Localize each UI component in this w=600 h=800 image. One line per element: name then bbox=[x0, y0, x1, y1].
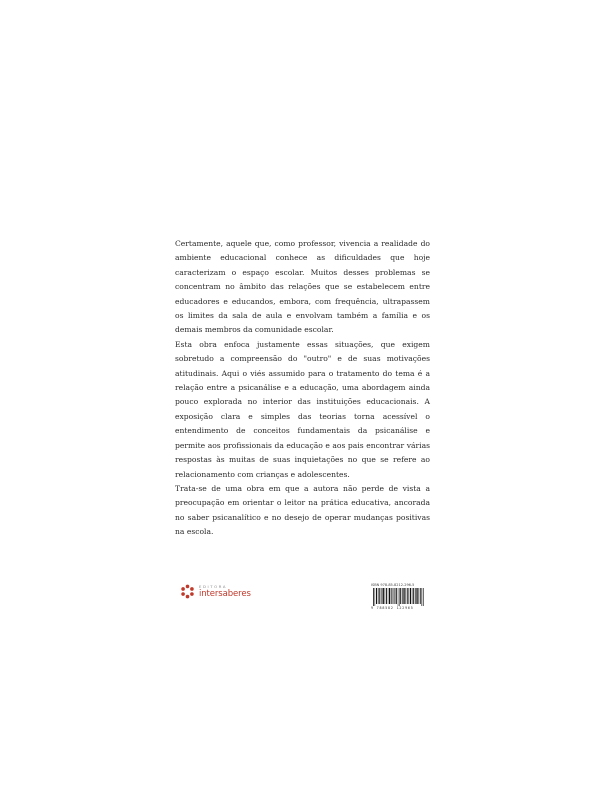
publisher-name: intersaberes bbox=[199, 588, 251, 599]
blurb-paragraph-3: Trata-se de uma obra em que a autora não perde de vista a preocupação em orientar o leitor na prática educativa, ancorada no saber psicanalítico e no desejo de operar mudanças positivas na escola. bbox=[175, 483, 430, 537]
flower-icon bbox=[180, 584, 195, 599]
back-cover-blurb bbox=[175, 237, 430, 540]
publisher-logo bbox=[180, 584, 251, 599]
barcode-digits: 9 788582 122965 bbox=[371, 606, 414, 610]
barcode-bars bbox=[371, 588, 427, 606]
blurb-paragraph-2: Esta obra enfoca justamente essas situações, que exigem sobretudo a compreensão do "outro" e de suas motivações atitudinais. Aqui o viés assumido para o tratamento do tema é a relação entre a psicanálise e a educação, uma abordagem ainda pouco explorada no interior das instituições educacionais. A exposição clara e simples das teorias torna acessível o entendimento de conceitos fundamentais da psicanálise e permite aos profissionais da educação e aos pais encontrar várias respostas às muitas de suas inquietações no que se refere ao relacionamento com crianças e adolescentes. bbox=[175, 339, 430, 479]
isbn-label: ISBN 978-85-8212-296-5 bbox=[371, 583, 415, 587]
barcode bbox=[371, 583, 427, 610]
publisher-supertitle: EDITORA bbox=[199, 583, 228, 589]
blurb-paragraph-1: Certamente, aquele que, como professor, vivencia a realidade do ambiente educacional conhece as dificuldades que hoje caracterizam o espaço escolar. Muitos desses problemas se concentram no âmbito das relações que se estabelecem entre educadores e educandos, embora, com frequência, ultrapassem os limites da sala de aula e envolvam também a família e os demais membros da comunidade escolar. bbox=[175, 239, 430, 335]
